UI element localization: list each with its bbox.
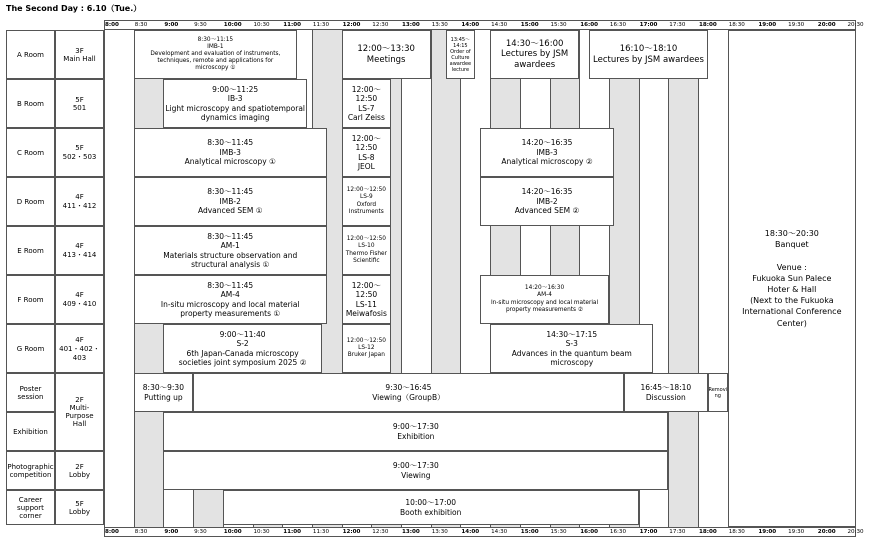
time-tick-label: 18:30 (728, 22, 745, 28)
row-location: 4F 409・410 (55, 275, 104, 324)
time-tick-label: 14:00 (461, 529, 480, 535)
session-block[interactable]: 12:00～ 12:50 LS-8 JEOL (342, 128, 392, 177)
session-block[interactable]: 8:30～11:45 AM-1 Materials structure observation and structural analysis ① (134, 226, 327, 275)
session-block[interactable]: 9:00～11:40 S-2 6th Japan-Canada microscopy societies joint symposium 2025 ② (163, 324, 321, 373)
session-block[interactable]: 8:30～11:45 IMB-2 Advanced SEM ① (134, 177, 327, 226)
time-tick-label: 12:30 (372, 22, 389, 28)
row-label: F Room (6, 275, 55, 324)
row-location: 5F 501 (55, 79, 104, 128)
time-tick-label: 19:00 (758, 529, 777, 535)
row-label: E Room (6, 226, 55, 275)
session-block[interactable]: 12:00～ 12:50 LS-7 Carl Zeiss (342, 79, 392, 128)
time-tick-label: 10:30 (253, 529, 270, 535)
time-tick-label: 9:00 (164, 529, 179, 535)
row-label: B Room (6, 79, 55, 128)
time-tick-label: 20:30 (847, 529, 864, 535)
time-tick-label: 10:00 (223, 22, 242, 28)
session-block[interactable]: 13:45～ 14:15 Order of Culture awardee lecture (446, 30, 476, 79)
session-block[interactable]: 8:30～11:15 IMB-1 Development and evaluation of instruments, techniques, remote and applications for microscopy ① (134, 30, 297, 79)
time-tick-label: 8:00 (105, 529, 119, 535)
session-block[interactable]: 14:20～16:35 IMB-2 Advanced SEM ② (480, 177, 614, 226)
row-label: Photographic competition (6, 451, 55, 490)
session-block[interactable]: 8:30～11:45 AM-4 In-situ microscopy and local material property measurements ① (134, 275, 327, 324)
time-tick-label: 17:00 (639, 22, 658, 28)
time-tick-label: 11:00 (283, 22, 301, 28)
time-tick-label: 14:00 (461, 22, 480, 28)
time-tick-label: 19:30 (788, 22, 805, 28)
session-block[interactable]: 8:30～9:30 Putting up (134, 373, 193, 412)
time-tick-label: 17:30 (669, 529, 686, 535)
row-location-shared: 2F Multi- Purpose Hall (55, 373, 104, 451)
time-tick-label: 19:00 (758, 22, 777, 28)
row-label: A Room (6, 30, 55, 79)
time-tick-label: 16:00 (580, 22, 598, 28)
session-block[interactable]: 9:30～16:45 Viewing（GroupB） (193, 373, 624, 412)
session-block[interactable]: 8:30～11:45 IMB-3 Analytical microscopy ① (134, 128, 327, 177)
time-tick-label: 15:30 (550, 22, 567, 28)
time-tick-label: 20:30 (847, 22, 864, 28)
session-block[interactable]: 12:00～13:30 Meetings (342, 30, 431, 79)
time-tick-label: 17:30 (669, 22, 686, 28)
time-tick-label: 9:30 (194, 22, 207, 28)
row-location: 4F 411・412 (55, 177, 104, 226)
session-block[interactable]: 14:30～17:15 S-3 Advances in the quantum beam microscopy (490, 324, 653, 373)
session-block[interactable]: 12:00～12:50 LS-9 Oxford Instruments (342, 177, 392, 226)
session-block[interactable]: Removi ng (708, 373, 728, 412)
time-tick-label: 10:00 (223, 529, 242, 535)
session-block[interactable]: 10:00～17:00 Booth exhibition (223, 490, 639, 525)
row-location: 4F 413・414 (55, 226, 104, 275)
row-location: 5F 502・503 (55, 128, 104, 177)
session-block[interactable]: 12:00～12:50 LS-10 Thermo Fisher Scientific (342, 226, 392, 275)
time-tick-label: 11:00 (283, 529, 301, 535)
time-tick-label: 12:30 (372, 529, 389, 535)
row-label: C Room (6, 128, 55, 177)
row-label: Career support corner (6, 490, 55, 525)
session-block[interactable]: 9:00～17:30 Exhibition (163, 412, 668, 451)
time-tick-label: 18:30 (728, 529, 745, 535)
session-block[interactable]: 9:00～17:30 Viewing (163, 451, 668, 490)
time-tick-label: 9:30 (194, 529, 207, 535)
time-tick-label: 11:30 (312, 22, 330, 28)
session-block[interactable]: 14:20～16:35 IMB-3 Analytical microscopy ② (480, 128, 614, 177)
time-tick-label: 13:00 (402, 22, 420, 28)
time-tick-label: 8:30 (134, 22, 148, 28)
time-tick-label: 13:30 (431, 529, 448, 535)
day-title: The Second Day : 6.10（Tue.） (6, 4, 142, 13)
time-tick-label: 14:30 (491, 529, 508, 535)
time-tick-label: 11:30 (312, 529, 330, 535)
row-location: 5F Lobby (55, 490, 104, 525)
time-tick-label: 17:00 (639, 529, 658, 535)
row-label: G Room (6, 324, 55, 373)
time-tick-label: 20:00 (817, 529, 836, 535)
time-tick-label: 12:00 (342, 529, 361, 535)
time-tick-label: 16:30 (609, 22, 627, 28)
session-block[interactable]: 14:20～16:30 AM-4 In-situ microscopy and local material property measurements ② (480, 275, 609, 324)
row-location: 3F Main Hall (55, 30, 104, 79)
time-tick-label: 15:00 (520, 22, 539, 28)
slot-background (698, 30, 728, 527)
time-tick-label: 18:00 (699, 529, 717, 535)
session-block[interactable]: 9:00～11:25 IB-3 Light microscopy and spatiotemporal dynamics imaging (163, 79, 307, 128)
grid-line (104, 30, 105, 527)
time-tick-label: 13:30 (431, 22, 448, 28)
row-label: D Room (6, 177, 55, 226)
time-tick-label: 8:30 (134, 529, 148, 535)
session-block[interactable]: 12:00～ 12:50 LS-11 Meiwafosis (342, 275, 392, 324)
row-location: 4F 401・402・ 403 (55, 324, 104, 373)
time-tick-label: 13:00 (402, 529, 420, 535)
banquet-block[interactable]: 18:30～20:30 Banquet Venue : Fukuoka Sun Palece Hoter & Hall (Next to the Fukuoka International Conference Center) (728, 30, 856, 527)
session-block[interactable]: 14:30～16:00 Lectures by JSM awardees (490, 30, 579, 79)
time-tick-label: 16:30 (609, 529, 627, 535)
time-tick-label: 20:00 (817, 22, 836, 28)
time-tick-label: 12:00 (342, 22, 361, 28)
time-tick-label: 15:00 (520, 529, 539, 535)
time-tick-label: 14:30 (491, 22, 508, 28)
time-tick-label: 16:00 (580, 529, 598, 535)
time-tick-label: 18:00 (699, 22, 717, 28)
session-block[interactable]: 16:45～18:10 Discussion (624, 373, 708, 412)
grid-line (668, 30, 669, 527)
time-tick-label: 8:00 (105, 22, 119, 28)
row-location: 2F Lobby (55, 451, 104, 490)
grid-line (698, 30, 699, 527)
time-tick-label: 19:30 (788, 529, 805, 535)
slot-background (668, 30, 698, 527)
slot-background (104, 30, 134, 527)
time-tick-label: 10:30 (253, 22, 270, 28)
row-label: Poster session (6, 373, 55, 412)
session-block[interactable]: 12:00～12:50 LS-12 Bruker Japan (342, 324, 392, 373)
row-label: Exhibition (6, 412, 55, 451)
time-tick-label: 9:00 (164, 22, 179, 28)
session-block[interactable]: 16:10～18:10 Lectures by JSM awardees (589, 30, 708, 79)
time-tick-label: 15:30 (550, 529, 567, 535)
